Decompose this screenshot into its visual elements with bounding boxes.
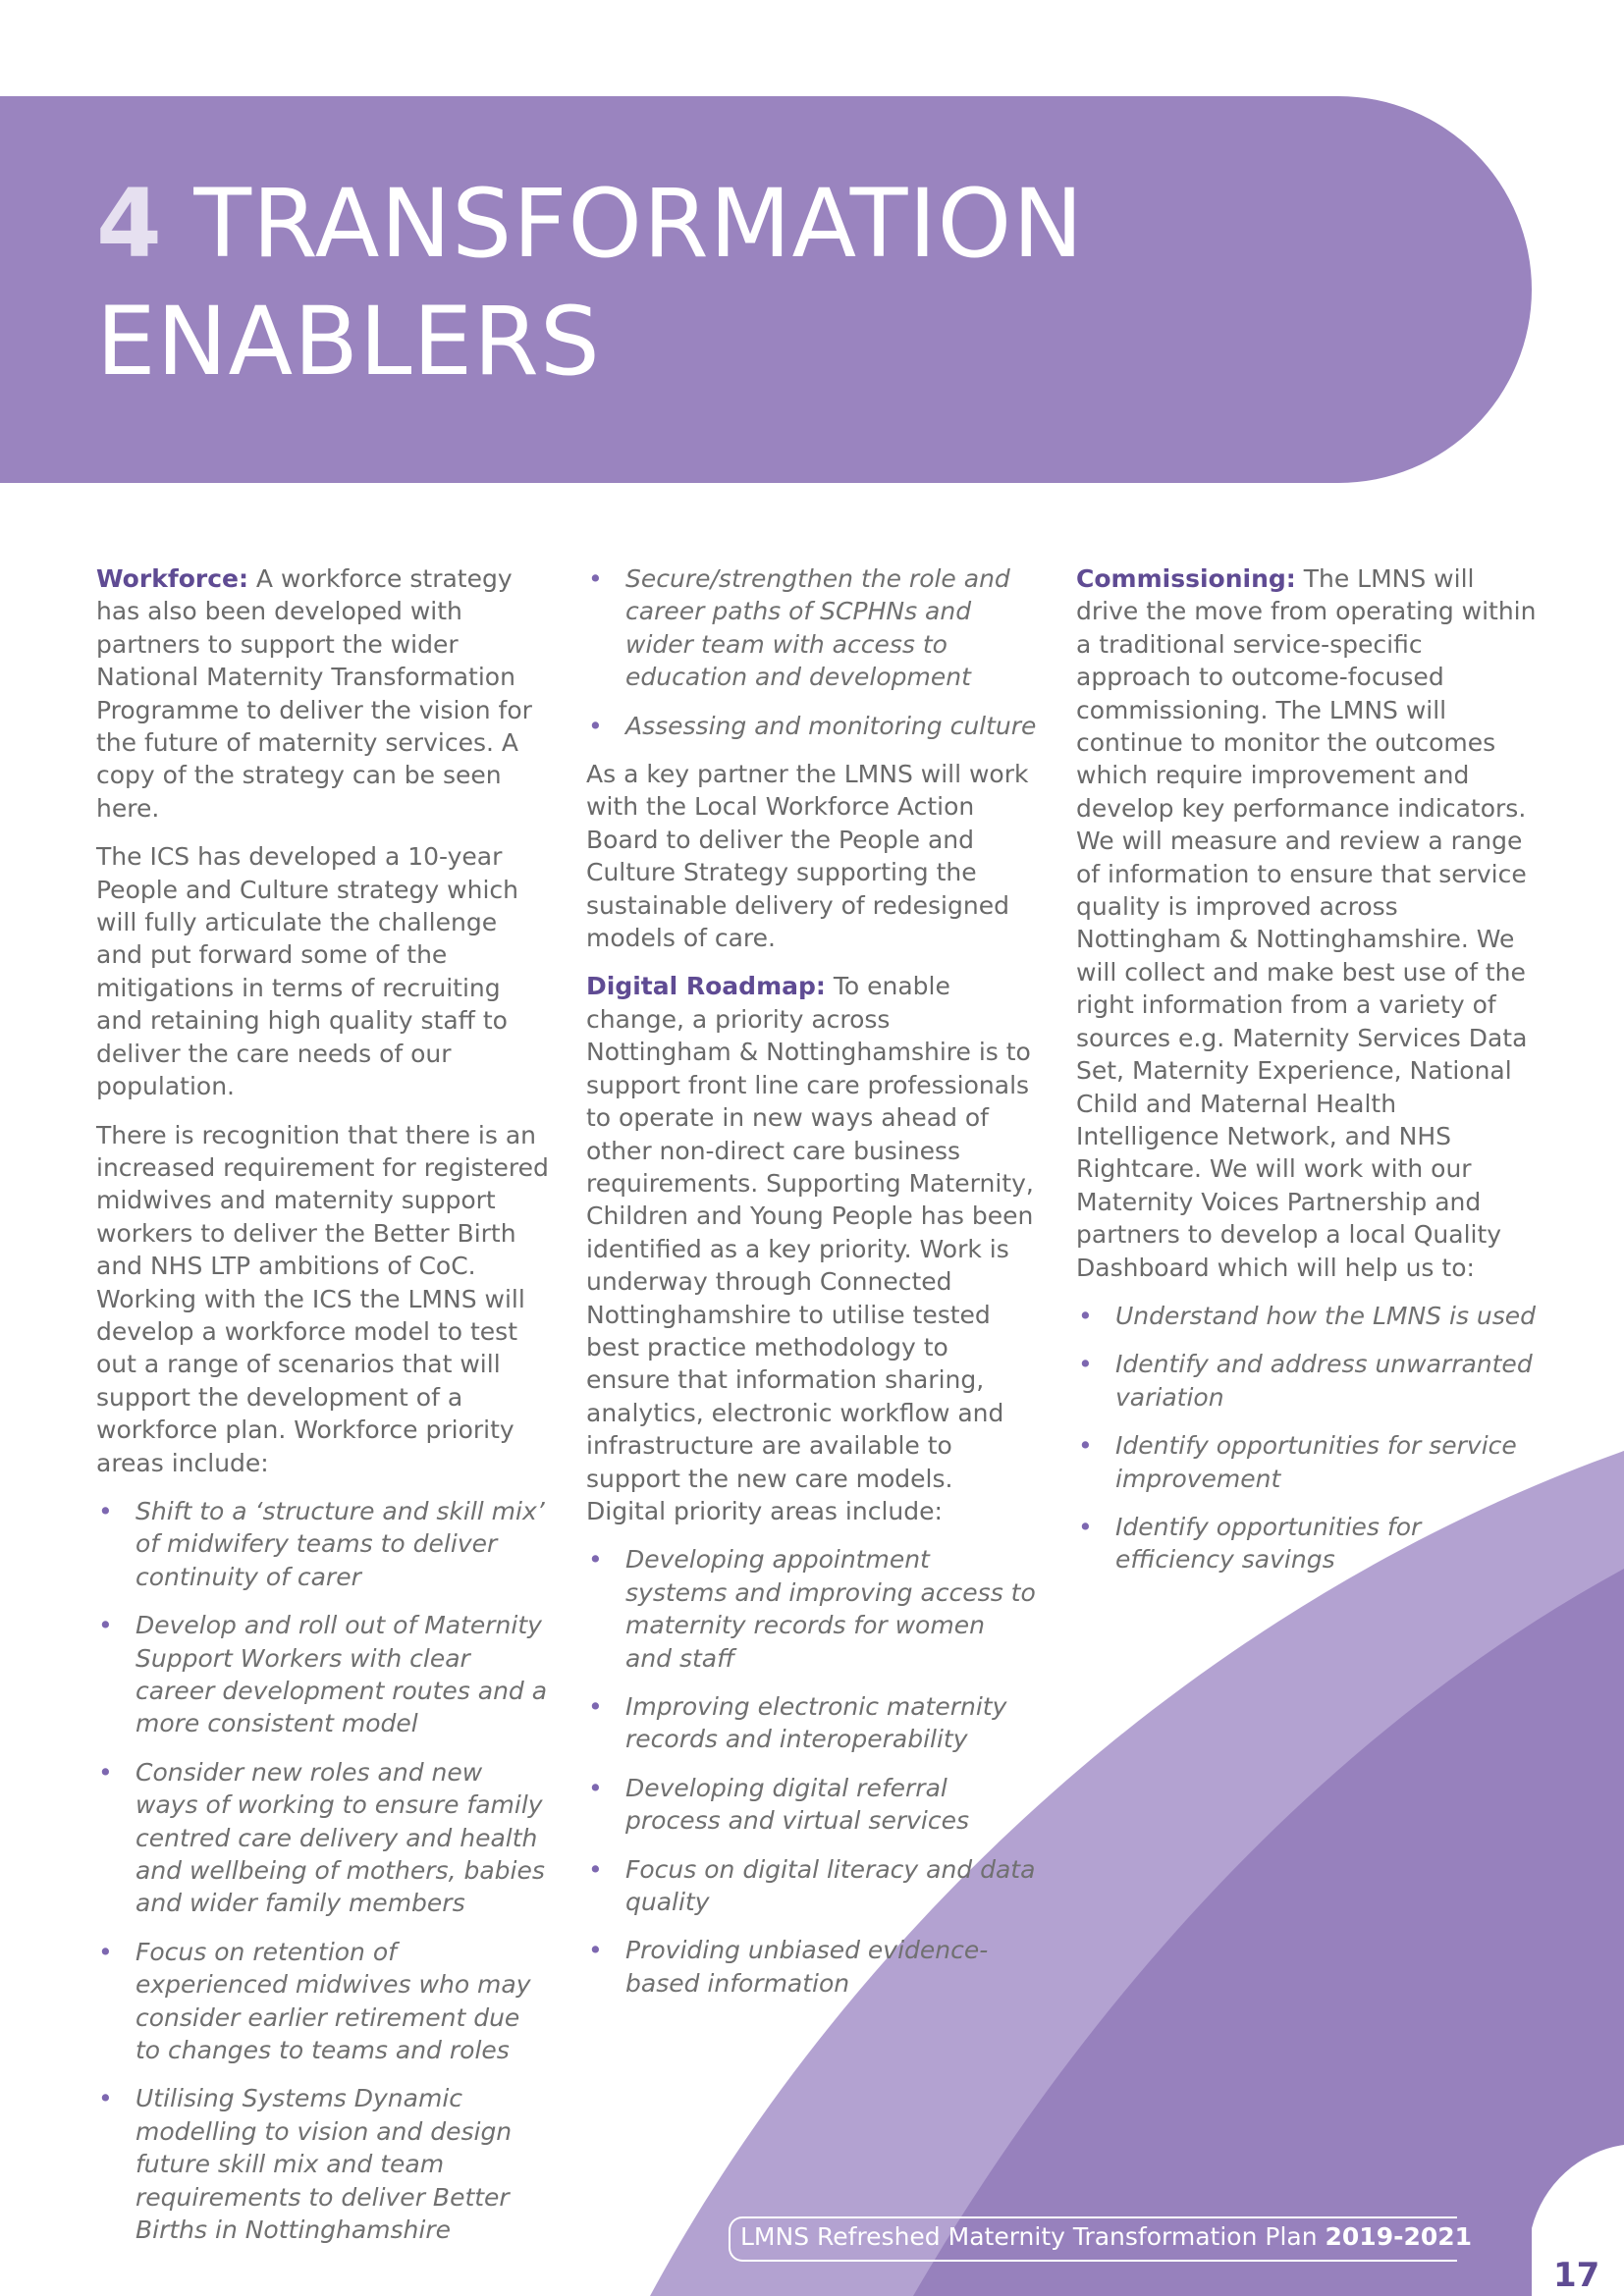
list-item: • Develop and roll out of Maternity Support Workers with clear career development routes and a more consistent model <box>96 1609 550 1740</box>
list-item: • Developing appointment systems and improving access to maternity records for women and staff <box>586 1543 1038 1675</box>
list-item: • Identify opportunities for efficiency savings <box>1076 1511 1538 1576</box>
workforce-heading: Workforce: <box>96 564 248 593</box>
footer-years: 2019-2021 <box>1325 2222 1473 2251</box>
list-item: • Assessing and monitoring culture <box>586 710 1038 742</box>
digital-roadmap-paragraph <box>586 970 1038 1527</box>
footer-title-text: LMNS Refreshed Maternity Transformation Plan <box>740 2222 1326 2251</box>
workforce-paragraph <box>96 562 550 825</box>
recognition-paragraph: There is recognition that there is an increased requirement for registered midwives and maternity support workers to deliver the Better Birth and NHS LTP ambitions of CoC. Working with the ICS the LMNS will develop a workforce model to test out a range of scenarios that will support the development of a workforce plan. Workforce priority areas include: <box>96 1120 549 1477</box>
list-item: • Providing unbiased evidence-based information <box>586 1934 1038 2000</box>
footer-document-title <box>740 2220 1472 2254</box>
list-item: • Focus on retention of experienced midwives who may consider earlier retirement due to changes to teams and roles <box>96 1936 550 2067</box>
column-3 <box>1076 562 1538 1592</box>
list-item: • Identify and address unwarranted variation <box>1076 1348 1538 1414</box>
list-item: • Identify opportunities for service improvement <box>1076 1429 1538 1495</box>
title-line-1: TRANSFORMATION <box>193 169 1085 279</box>
column-2 <box>586 562 1038 2015</box>
list-item: • Utilising Systems Dynamic modelling to vision and design future skill mix and team requirements to deliver Better Births in Nottinghamshire <box>96 2082 550 2246</box>
list-item: • Consider new roles and new ways of working to ensure family centred care delivery and health and wellbeing of mothers, babies and wider family members <box>96 1756 550 1920</box>
list-item: • Secure/strengthen the role and career paths of SCPHNs and wider team with access to education and development <box>586 562 1038 694</box>
workforce-priority-list <box>96 1495 550 2247</box>
key-partner-paragraph: As a key partner the LMNS will work with the Local Workforce Action Board to deliver the People and Culture Strategy supporting the sustainable delivery of redesigned models of care. <box>586 760 1029 953</box>
dashboard-goals-list <box>1076 1300 1538 1576</box>
ics-paragraph: The ICS has developed a 10-year People and Culture strategy which will fully articulate the challenge and put forward some of the mitigations in terms of recruiting and retaining high quality staff to deliver the care needs of our population. <box>96 842 518 1101</box>
section-title <box>96 165 1084 400</box>
commissioning-text: The LMNS will drive the move from operating within a traditional service-specific approach to outcome-focused commissioning. The LMNS will continue to monitor the outcomes which require improvement and develop key performance indicators. We will measure and review a range of information to ensure that service quality is improved across Nottingham & Nottinghamshire. We will collect and make best use of the right information from a variety of sources e.g. Maternity Services Data Set, Maternity Experience, National Child and Maternal Health Intelligence Network, and NHS Rightcare. We will work with our Maternity Voices Partnership and partners to develop a local Quality Dashboard which will help us to: <box>1076 564 1537 1282</box>
section-number: 4 <box>96 169 163 279</box>
commissioning-heading: Commissioning: <box>1076 564 1296 593</box>
workforce-priority-list-continued <box>586 562 1038 742</box>
page-number: 17 <box>1553 2256 1600 2295</box>
digital-priority-list <box>586 1543 1038 2000</box>
digital-roadmap-text: To enable change, a priority across Nottingham & Nottinghamshire is to support front line care professionals to operate in new ways ahead of other non-direct care business requirements. Supporting Maternity, Children and Young People has been identified as a key priority. Work is underway through Connected Nottinghamshire to utilise tested best practice methodology to ensure that information sharing, analytics, electronic workflow and infrastructure are available to support the new care models. Digital priority areas include: <box>586 972 1034 1525</box>
workforce-text: A workforce strategy has also been developed with partners to support the wider National Maternity Transformation Programme to deliver the vision for the future of maternity services. A copy of the strategy can be seen here. <box>96 564 532 823</box>
column-1 <box>96 562 550 2263</box>
list-item: • Understand how the LMNS is used <box>1076 1300 1538 1332</box>
digital-roadmap-heading: Digital Roadmap: <box>586 972 826 1001</box>
list-item: • Improving electronic maternity records and interoperability <box>586 1690 1038 1756</box>
commissioning-paragraph <box>1076 562 1538 1284</box>
title-line-2: ENABLERS <box>96 287 601 397</box>
list-item: • Developing digital referral process and virtual services <box>586 1772 1038 1838</box>
list-item: • Shift to a ‘structure and skill mix’ of midwifery teams to deliver continuity of carer <box>96 1495 550 1593</box>
list-item: • Focus on digital literacy and data quality <box>586 1853 1038 1919</box>
